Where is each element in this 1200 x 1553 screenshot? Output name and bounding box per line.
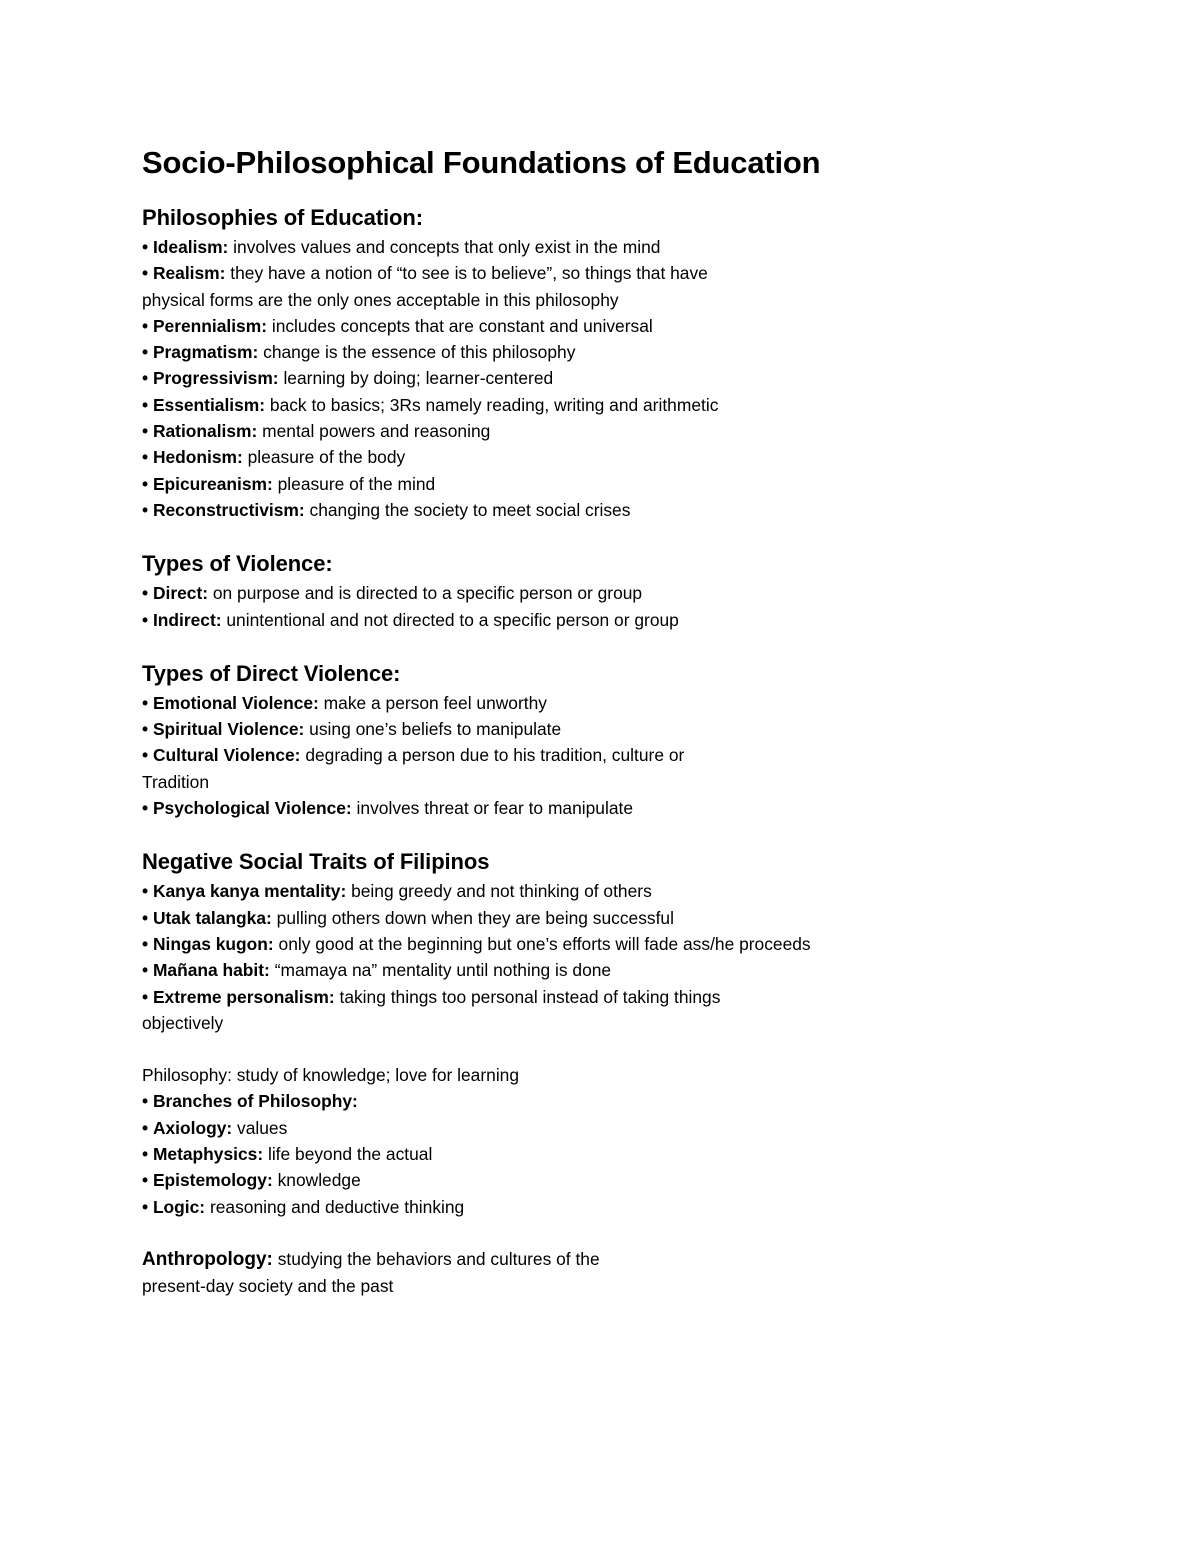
list-item-text: pleasure of the mind (272, 473, 436, 494)
section-heading: Negative Social Traits of Filipinos (142, 849, 490, 875)
list-item (142, 878, 1062, 904)
list-item (142, 769, 1062, 795)
list-item-text: knowledge (272, 1170, 361, 1191)
list-item-text: degrading a person due to his tradition, culture or (300, 745, 685, 766)
bullet-icon: • (142, 745, 149, 766)
list-item (142, 1088, 1062, 1114)
list-item-term: Realism: (152, 263, 226, 284)
bullet-icon: • (142, 315, 149, 336)
bullet-icon: • (142, 1117, 149, 1138)
section-block (142, 549, 1062, 633)
list-item (142, 418, 1062, 444)
list-item (142, 716, 1062, 742)
bullet-icon: • (142, 1091, 149, 1112)
bullet-icon: • (142, 447, 149, 468)
list-item-term: Rationalism: (152, 421, 258, 442)
bullet-icon: • (142, 609, 149, 630)
section-block (142, 659, 1062, 821)
list-item-text: make a person feel unworthy (318, 692, 547, 713)
bullet-icon: • (142, 473, 149, 494)
section-block (142, 847, 1062, 1036)
list-item-text: unintentional and not directed to a specific person or group (221, 609, 679, 630)
bullet-icon: • (142, 1170, 149, 1191)
list-item-text: reasoning and deductive thinking (205, 1196, 465, 1217)
list-item-text: using one’s beliefs to manipulate (304, 719, 562, 740)
list-item-term: Spiritual Violence: (152, 719, 305, 740)
bullet-icon: • (142, 719, 149, 740)
list-item (142, 260, 1062, 286)
philosophy-intro: Philosophy: study of knowledge; love for learning (142, 1065, 520, 1086)
document-page (142, 143, 1062, 1300)
list-item-text: they have a notion of “to see is to believe”, so things that have (225, 263, 708, 284)
anthropology-block (142, 1246, 1062, 1300)
list-item-text: includes concepts that are constant and universal (267, 315, 653, 336)
list-item-text: pulling others down when they are being successful (271, 907, 674, 928)
list-item-text: being greedy and not thinking of others (346, 881, 652, 902)
list-item-text: pleasure of the body (242, 447, 406, 468)
list-item-text: involves threat or fear to manipulate (351, 798, 634, 819)
list-item (142, 1010, 1062, 1036)
list-item-text: learning by doing; learner-centered (278, 368, 554, 389)
list-item-term: Logic: (152, 1196, 206, 1217)
bullet-icon: • (142, 1196, 149, 1217)
bullet-icon: • (142, 798, 149, 819)
list-item-text: changing the society to meet social crises (304, 499, 631, 520)
list-item-term: Idealism: (152, 237, 229, 257)
list-item-term: Axiology: (152, 1117, 233, 1138)
bullet-icon: • (142, 263, 149, 284)
bullet-icon: • (142, 583, 149, 604)
list-item (142, 365, 1062, 391)
list-item-term: Extreme personalism: (152, 986, 335, 1007)
document-title: Socio-Philosophical Foundations of Education (142, 145, 821, 180)
list-item (142, 1194, 1062, 1220)
list-item (142, 690, 1062, 716)
list-item (142, 607, 1062, 633)
list-item-term: Emotional Violence: (152, 692, 319, 713)
bullet-icon: • (142, 368, 149, 389)
list-item (142, 392, 1062, 418)
list-item (142, 742, 1062, 768)
bullet-icon: • (142, 960, 149, 981)
list-item (142, 905, 1062, 931)
philosophy-block (142, 1062, 1062, 1220)
list-item-term: Indirect: (152, 609, 222, 630)
list-item-term: Reconstructivism: (152, 499, 305, 520)
philosophy-branch-list (142, 1088, 1062, 1219)
list-item-term: Cultural Violence: (152, 745, 301, 766)
section-heading: Types of Direct Violence: (142, 660, 401, 686)
list-item-text: back to basics; 3Rs namely reading, writing and arithmetic (265, 394, 719, 415)
sections-container (142, 203, 1062, 1036)
list-item (142, 339, 1062, 365)
list-item-term: Metaphysics: (152, 1144, 264, 1165)
list-item-term: Psychological Violence: (152, 798, 352, 819)
list-item-term: Essentialism: (152, 394, 266, 415)
list-item-term: Hedonism: (152, 447, 243, 468)
list-item (142, 234, 1062, 260)
bullet-icon: • (142, 1144, 149, 1165)
list-item-term: Utak talangka: (152, 907, 272, 928)
list-item (142, 1141, 1062, 1167)
list-item (142, 444, 1062, 470)
list-item (142, 497, 1062, 523)
list-item (142, 287, 1062, 313)
spacer (142, 523, 1062, 549)
list-item-text: taking things too personal instead of taking things (334, 986, 721, 1007)
list-item-term: Epistemology: (152, 1170, 273, 1191)
bullet-icon: • (142, 907, 149, 928)
list-item-term: Kanya kanya mentality: (152, 881, 347, 902)
bullet-icon: • (142, 394, 149, 415)
list-item (142, 1115, 1062, 1141)
list-item-text: objectively (142, 1012, 224, 1033)
section-block (142, 203, 1062, 523)
anthropology-line-continued: present-day society and the past (142, 1276, 394, 1297)
list-item-term: Direct: (152, 583, 209, 604)
list-item-text: Tradition (142, 771, 210, 792)
bullet-icon: • (142, 986, 149, 1007)
list-item-term: Epicureanism: (152, 473, 273, 494)
bullet-icon: • (142, 933, 149, 954)
list-item-text: involves values and concepts that only exist in the mind (228, 237, 661, 257)
list-item-term: Perennialism: (152, 315, 267, 336)
spacer (142, 1036, 1062, 1062)
list-item-text: physical forms are the only ones acceptable in this philosophy (142, 289, 619, 310)
anthropology-term: Anthropology: (142, 1248, 273, 1270)
list-item (142, 795, 1062, 821)
section-heading: Types of Violence: (142, 551, 333, 577)
bullet-icon: • (142, 499, 149, 520)
list-item (142, 580, 1062, 606)
section-heading: Philosophies of Education: (142, 205, 423, 230)
list-item (142, 313, 1062, 339)
list-item (142, 957, 1062, 983)
list-item-term: Branches of Philosophy: (152, 1091, 358, 1112)
bullet-icon: • (142, 237, 149, 257)
anthropology-definition: studying the behaviors and cultures of the (272, 1248, 600, 1269)
bullet-icon: • (142, 692, 149, 713)
list-item (142, 984, 1062, 1010)
list-item-text: on purpose and is directed to a specific person or group (208, 583, 643, 604)
list-item-text: life beyond the actual (263, 1144, 433, 1165)
list-item (142, 1167, 1062, 1193)
list-item-term: Pragmatism: (152, 342, 259, 363)
list-item-term: Progressivism: (152, 368, 279, 389)
list-item-term: Mañana habit: (152, 960, 270, 981)
list-item (142, 471, 1062, 497)
list-item-text: only good at the beginning but one’s efforts will fade ass/he proceeds (273, 933, 811, 954)
spacer (142, 821, 1062, 847)
spacer (142, 633, 1062, 659)
bullet-icon: • (142, 881, 149, 902)
bullet-icon: • (142, 342, 149, 363)
anthropology-line (142, 1246, 1062, 1273)
list-item-text: mental powers and reasoning (257, 421, 491, 442)
spacer (142, 1220, 1062, 1246)
bullet-icon: • (142, 421, 149, 442)
list-item (142, 931, 1062, 957)
list-item-text: “mamaya na” mentality until nothing is done (269, 960, 612, 981)
list-item-text: change is the essence of this philosophy (258, 342, 576, 363)
list-item-text: values (232, 1117, 288, 1138)
list-item-term: Ningas kugon: (152, 933, 274, 954)
